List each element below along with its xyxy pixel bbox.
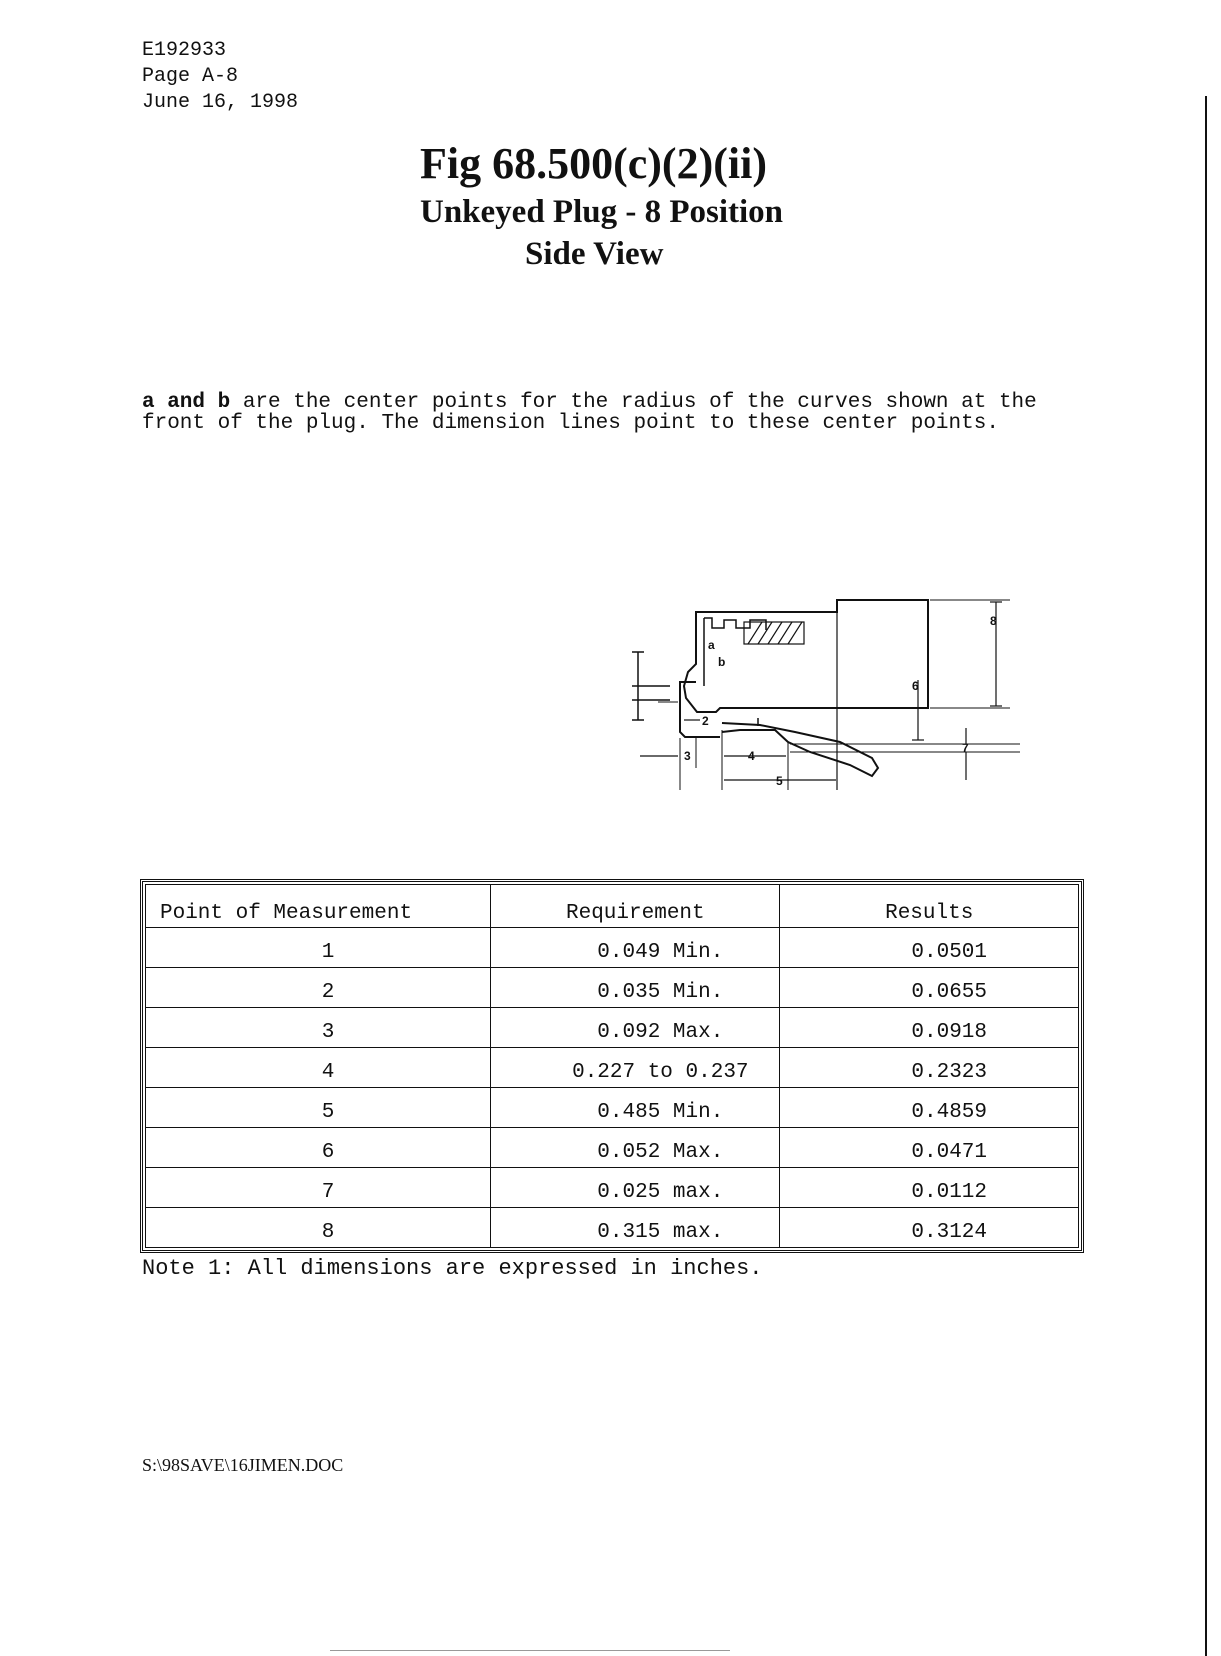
hatched-region (744, 622, 804, 644)
label-b: b (718, 655, 726, 669)
cell-result: 0.0112 (780, 1168, 1079, 1208)
cell-requirement: 0.025 max. (491, 1168, 780, 1208)
table-row (146, 1128, 1079, 1168)
measurement-table-frame (140, 879, 1084, 1253)
label-5: 5 (776, 774, 783, 788)
cell-result: 0.0918 (780, 1008, 1079, 1048)
cell-point: 6 (146, 1128, 491, 1168)
cell-point: 1 (146, 928, 491, 968)
table-header-row (146, 885, 1079, 928)
footer-file-path: S:\98SAVE\16JIMEN.DOC (142, 1455, 344, 1475)
cell-result: 0.0655 (780, 968, 1079, 1008)
label-6: 6 (912, 679, 919, 693)
document-header (142, 38, 298, 116)
cell-result: 0.4859 (780, 1088, 1079, 1128)
document-id: E192933 (142, 39, 227, 62)
figure-view-label: Side View (525, 236, 664, 272)
intro-bold-lead: a and b (142, 391, 231, 414)
figure-title: Fig 68.500(c)(2)(ii) (420, 139, 767, 188)
header-requirement: Requirement (491, 885, 780, 928)
plug-front-step (680, 682, 720, 737)
cell-point: 4 (146, 1048, 491, 1088)
plug-top-contour (704, 618, 766, 630)
table-row (146, 1008, 1079, 1048)
latch (722, 723, 878, 776)
label-8: 8 (990, 614, 997, 628)
cell-result: 0.0501 (780, 928, 1079, 968)
cell-point: 7 (146, 1168, 491, 1208)
label-2: 2 (702, 714, 709, 728)
page-edge-rule (1205, 96, 1207, 1656)
dimensions-note: Note 1: All dimensions are expressed in inches. (142, 1256, 763, 1281)
cell-result: 0.2323 (780, 1048, 1079, 1088)
intro-paragraph (142, 392, 1082, 434)
page-bottom-rule (330, 1650, 730, 1651)
label-3: 3 (684, 749, 691, 763)
cell-requirement: 0.052 Max. (491, 1128, 780, 1168)
cell-point: 3 (146, 1008, 491, 1048)
cell-point: 5 (146, 1088, 491, 1128)
table-row (146, 1208, 1079, 1248)
header-results: Results (780, 885, 1079, 928)
table-row (146, 1048, 1079, 1088)
cell-requirement: 0.049 Min. (491, 928, 780, 968)
label-7: 7 (962, 741, 969, 755)
label-4: 4 (748, 749, 755, 763)
page-number: Page A-8 (142, 65, 239, 88)
cell-requirement: 0.035 Min. (491, 968, 780, 1008)
label-a: a (708, 638, 715, 652)
document-date: June 16, 1998 (142, 91, 299, 114)
cell-point: 2 (146, 968, 491, 1008)
table-row (146, 1168, 1079, 1208)
intro-text: are the center points for the radius of the curves shown at the front of the plug. The dimension lines point to these center points. (142, 391, 1037, 435)
cell-requirement: 0.485 Min. (491, 1088, 780, 1128)
table-row (146, 968, 1079, 1008)
cell-requirement: 0.092 Max. (491, 1008, 780, 1048)
table-row (146, 1088, 1079, 1128)
cell-result: 0.3124 (780, 1208, 1079, 1248)
plug-side-view-diagram (640, 590, 1080, 840)
left-dimension-marks (630, 650, 670, 730)
cell-requirement: 0.315 max. (491, 1208, 780, 1248)
cell-requirement: 0.227 to 0.237 (491, 1048, 780, 1088)
figure-subtitle: Unkeyed Plug - 8 Position (420, 194, 784, 230)
measurement-table (145, 884, 1079, 1248)
table-row (146, 928, 1079, 968)
cell-result: 0.0471 (780, 1128, 1079, 1168)
header-point: Point of Measurement (146, 885, 491, 928)
cell-point: 8 (146, 1208, 491, 1248)
